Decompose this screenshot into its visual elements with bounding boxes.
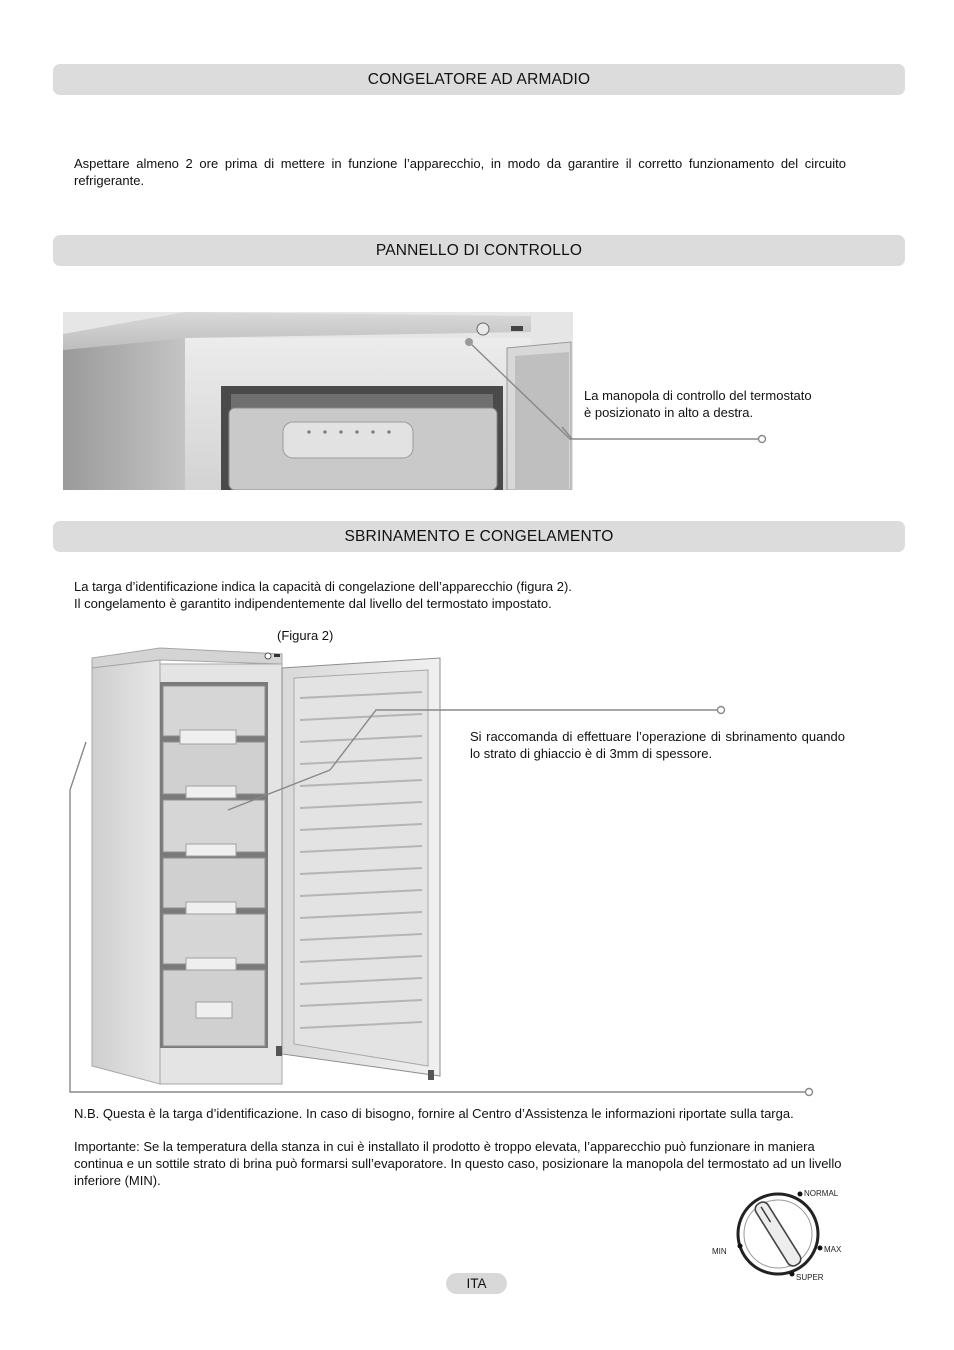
language-badge: [446, 1273, 507, 1294]
section-title-text: PANNELLO DI CONTROLLO: [375, 241, 583, 259]
section-title-congelatore: [53, 64, 905, 95]
thermostat-dial-diagram: [706, 1180, 858, 1286]
section-title-pannello: [53, 235, 905, 266]
dial-label-normal: NORMAL: [804, 1189, 839, 1198]
section-title-sbrinamento: [53, 521, 905, 552]
dial-label-max: MAX: [824, 1245, 842, 1254]
control-panel-callout-line: è posizionato in alto a destra.: [584, 405, 754, 420]
dial-label-min: MIN: [712, 1247, 727, 1256]
control-panel-callout-line: La manopola di controllo del termostato: [584, 388, 812, 403]
important-note: Importante: Se la temperatura della stanza in cui è installato il prodotto è troppo elevata, l’apparecchio può funzionare in maniera continua e un sottile strato di brina può formarsi sull’evaporatore. In questo caso, posizionare la manopola del termostato ad un livello inferiore (MIN).: [74, 1139, 842, 1188]
section-title-text: CONGELATORE AD ARMADIO: [367, 70, 591, 88]
control-panel-photo: [63, 312, 573, 490]
defrost-callout: Si raccomanda di effettuare l’operazione di sbrinamento quando lo strato di ghiaccio è di 3mm di spessore.: [470, 729, 845, 761]
dial-label-super: SUPER: [796, 1273, 824, 1282]
freezer-leader-lines: [0, 640, 954, 1110]
defrost-paragraph-line: La targa d’identificazione indica la capacità di congelazione dell’apparecchio (figura 2).: [74, 579, 572, 594]
defrost-paragraph-line: Il congelamento è garantito indipendentemente dal livello del termostato impostato.: [74, 596, 552, 611]
intro-paragraph: Aspettare almeno 2 ore prima di mettere in funzione l’apparecchio, in modo da garantire il corretto funzionamento del circuito refrigerante.: [74, 156, 846, 188]
defrost-paragraph: [74, 578, 854, 612]
language-badge-text: ITA: [466, 1276, 487, 1291]
control-panel-callout: [584, 387, 874, 421]
control-panel-leader-line: [560, 425, 770, 447]
section-title-text: SBRINAMENTO E CONGELAMENTO: [344, 527, 614, 545]
nb-note: N.B. Questa è la targa d’identificazione. In caso di bisogno, fornire al Centro d’Assistenza le informazioni riportate sulla targa.: [74, 1106, 794, 1121]
figure-caption: (Figura 2): [277, 628, 334, 643]
